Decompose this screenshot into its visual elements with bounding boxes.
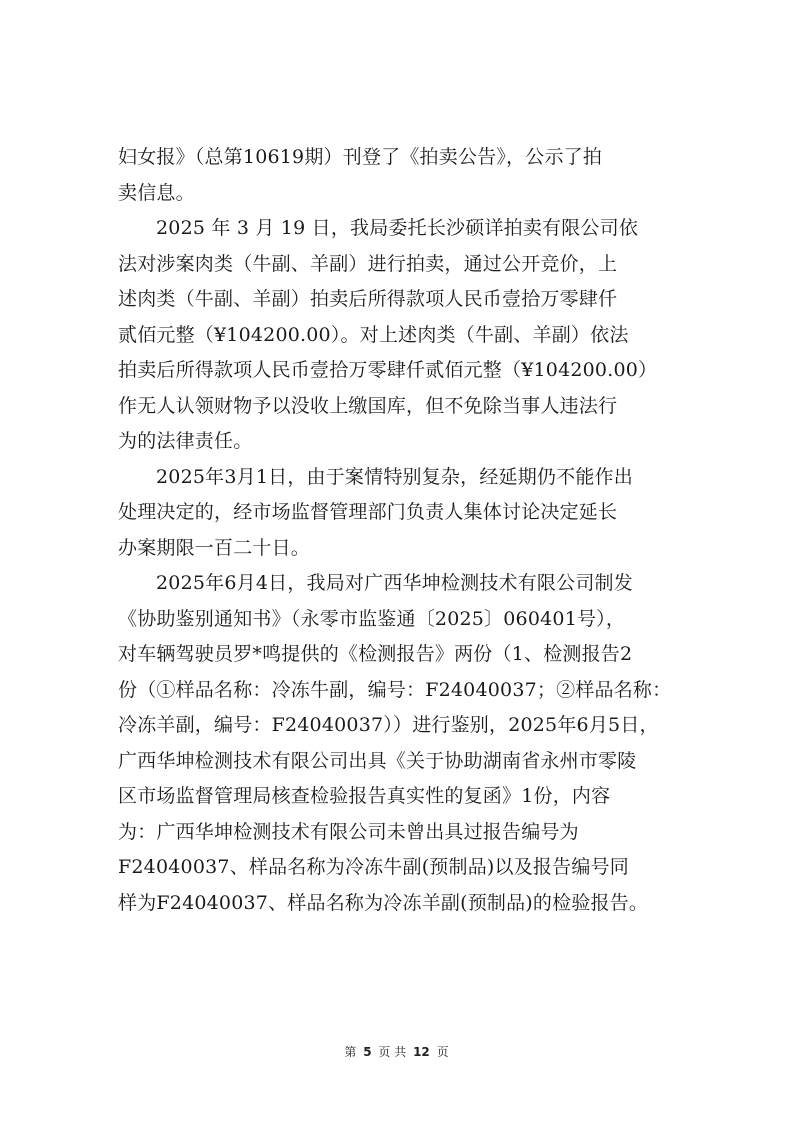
text-line: F24040037、样品名称为冷冻牛副(预制品)以及报告编号同 — [118, 856, 629, 878]
text-line: 2025 年 3 月 19 日，我局委托长沙硕详拍卖有限公司依 — [156, 217, 639, 239]
footer-middle: 页 共 — [378, 1045, 407, 1059]
text-line: 《协助鉴别通知书》（永零市监鉴通〔2025〕060401号）， — [118, 607, 626, 630]
text-line: 办案期限一百二十日。 — [118, 536, 311, 559]
text-line: 法对涉案肉类（牛副、羊副）进行拍卖，通过公开竞价，上 — [118, 252, 618, 275]
text-line: 2025年6月4日，我局对广西华坤检测技术有限公司制发 — [156, 572, 633, 594]
text-line: 妇女报》（总第10619期）刊登了《拍卖公告》，公示了拍 — [118, 146, 603, 168]
text-line: 份（①样品名称：冷冻牛副，编号：F24040037；②样品名称： — [118, 678, 672, 701]
footer-prefix: 第 — [344, 1045, 357, 1059]
text-line: 作无人认领财物予以没收上缴国库，但不免除当事人违法行 — [118, 394, 618, 417]
text-line: 2025年3月1日，由于案情特别复杂，经延期仍不能作出 — [156, 465, 633, 488]
text-line: 为的法律责任。 — [118, 430, 253, 452]
text-line: 区市场监督管理局核查检验报告真实性的复函》1份，内容 — [118, 785, 611, 807]
paragraph — [118, 566, 688, 921]
total-pages-number: 12 — [413, 1045, 430, 1059]
current-page-number: 5 — [363, 1045, 372, 1059]
text-line: 冷冻羊副，编号：F24040037））进行鉴别，2025年6月5日， — [118, 714, 659, 736]
document-body — [118, 140, 688, 921]
text-line: 广西华坤检测技术有限公司出具《关于协助湖南省永州市零陵 — [118, 749, 637, 772]
text-line: 对车辆驾驶员罗*鸣提供的《检测报告》两份（1、检测报告2 — [118, 643, 633, 665]
text-line: 处理决定的，经市场监督管理部门负责人集体讨论决定延长 — [118, 501, 618, 523]
footer-suffix: 页 — [436, 1045, 449, 1059]
paragraph — [118, 211, 688, 460]
paragraph — [118, 140, 688, 211]
text-line: 卖信息。 — [118, 181, 195, 204]
text-line: 贰佰元整（¥104200.00）。对上述肉类（牛副、羊副）依法 — [118, 323, 629, 346]
paragraph — [118, 460, 688, 567]
text-line: 为：广西华坤检测技术有限公司未曾出具过报告编号为 — [118, 820, 579, 843]
page-footer — [0, 1043, 793, 1060]
text-line: 述肉类（牛副、羊副）拍卖后所得款项人民币壹拾万零肆仟 — [118, 288, 618, 310]
text-line: 样为F24040037、样品名称为冷冻羊副(预制品)的检验报告。 — [118, 891, 649, 914]
text-line: 拍卖后所得款项人民币壹拾万零肆仟贰佰元整（¥104200.00） — [118, 359, 658, 381]
